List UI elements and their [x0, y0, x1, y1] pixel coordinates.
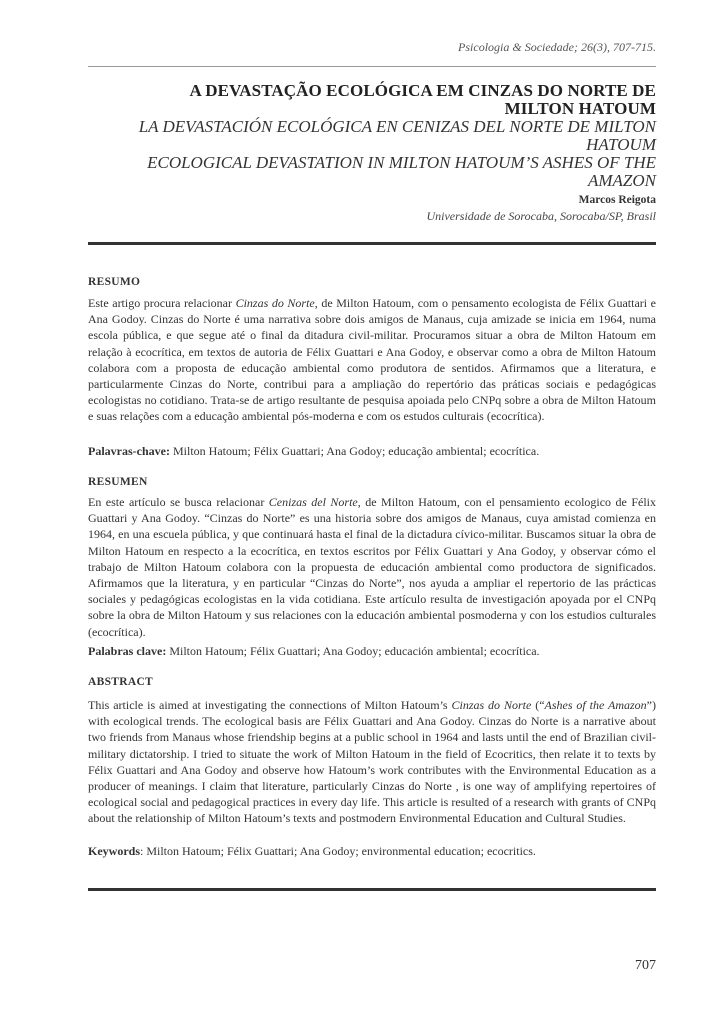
- title-pt-line-2: MILTON HATOUM: [504, 99, 656, 118]
- abstract-text: This article is aimed at investigating the connections of Milton Hatoum’s Cinzas do Norte (“Ashes of the Amazon”) with ecological trends. The ecological basis are Félix Guattari and Ana Godoy. Cinzas do Norte is a narrative about two friends from Manaus whose friendship begins at a public school in 1964 and lasts until the end of Brazilian civil- military dictatorship. I tried to situate the work of Milton Hatoum in the field of Ecocritics, then relate it to texts by Félix Guattari and Ana Godoy and observe how Hatoum’s work contributes with the Environmental Education as a producer of meanings. I claim that literature, particularly Cinzas do Norte , is one way of amplifying repertoires of ecological social and pedagogical practices in every day life. This article is resulted of a research with grants of CNPq about the relationship of Milton Hatoum’s texts and postmodern Environmental Education and Cultural Studies.: [88, 698, 656, 826]
- title-rule: [88, 242, 656, 245]
- author-affiliation: Universidade de Sorocaba, Sorocaba/SP, Brasil: [426, 209, 656, 223]
- resumen-text: En este artículo se busca relacionar Cenizas del Norte, de Milton Hatoum, con el pensamiento ecologico de Félix Guattari y Ana Godoy. “Cinzas do Norte” es una historia sobre dos amigos de Manaus, cuya amistad comienza en 1964, en una escuela pública, y que continuará hasta el final de la dictadura cívico-militar. Buscamos situar la obra de Milton Hatoum en respecto a la ecocrítica, en textos escritos por Félix Guattari y Ana Godoy, y observar cómo el trabajo de Milton Hatoum colabora con la propuesta de educación ambiental como productora de significados. Afirmamos que la literatura, y en particular “Cinzas do Norte”, nos ayuda a ampliar el repertorio de las prácticas sociales y pedagógicas ecologistas en la vida cotidiana. Este artículo resulta de investigación apoyada por el CNPq sobre la obra de Milton Hatoum y sus relaciones con la educación ambiental posmoderna y con los estudios culturales (ecocrítica).: [88, 495, 657, 639]
- title-english: [88, 154, 656, 190]
- title-es-line-1: LA DEVASTACIÓN ECOLÓGICA EN CENIZAS DEL NORTE DE MILTON: [138, 117, 656, 136]
- title-en-line-2: AMAZON: [588, 171, 656, 190]
- resumo-text: Este artigo procura relacionar Cinzas do Norte, de Milton Hatoum, com o pensamento ecologista de Félix Guattari e Ana Godoy. Cinzas do Norte é uma narrativa sobre dois amigos de Manaus, cuja amizade se inicia em 1964, numa escola pública, e que segue até o final da ditadura civil-militar. Procuramos situar a obra de Milton Hatoum em relação à ecocrítica, em textos de autoria de Félix Guattari e Ana Godoy, e observar como a obra de Milton Hatoum colabora com a proposta de educação ambiental como produtora de sentidos. Afirmamos que a literatura, e particularmente Cinzas do Norte, contribui para a ampliação do repertório das práticas sociais e pedagógicas ecologistas no cotidiano. Trata-se de artigo resultante de pesquisa apoiada pelo CNPq sobre a obra de Milton Hatoum e suas relações com a educação ambiental pós-moderna e com os estudos culturais (ecocrítica).: [88, 296, 657, 424]
- title-block: [88, 82, 656, 224]
- journal-citation: Psicologia & Sociedade; 26(3), 707-715.: [458, 40, 656, 54]
- resumo-heading: RESUMO: [88, 276, 141, 288]
- page: [88, 0, 656, 1024]
- resumo-keywords: Palavras-chave: Milton Hatoum; Félix Guattari; Ana Godoy; educação ambiental; ecocrítica.: [88, 444, 540, 458]
- title-en-line-1: ECOLOGICAL DEVASTATION IN MILTON HATOUM’S ASHES OF THE: [147, 153, 656, 172]
- abstract-heading: ABSTRACT: [88, 676, 154, 688]
- title-es-line-2: HATOUM: [586, 135, 656, 154]
- title-pt-line-1: A DEVASTAÇÃO ECOLÓGICA EM CINZAS DO NORTE DE: [189, 81, 656, 100]
- abstract-keywords: Keywords: Milton Hatoum; Félix Guattari; Ana Godoy; environmental education; ecocritics.: [88, 844, 536, 858]
- author-name: Marcos Reigota: [578, 194, 656, 206]
- footer-rule: [88, 888, 656, 891]
- title-spanish: [88, 118, 656, 154]
- page-number: 707: [635, 958, 656, 973]
- resumen-keywords: Palabras clave: Milton Hatoum; Félix Guattari; Ana Godoy; educación ambiental; ecocrítica.: [88, 644, 540, 658]
- title-portuguese: [88, 82, 656, 118]
- resumen-heading: RESUMEN: [88, 476, 148, 488]
- header-rule: [88, 66, 656, 67]
